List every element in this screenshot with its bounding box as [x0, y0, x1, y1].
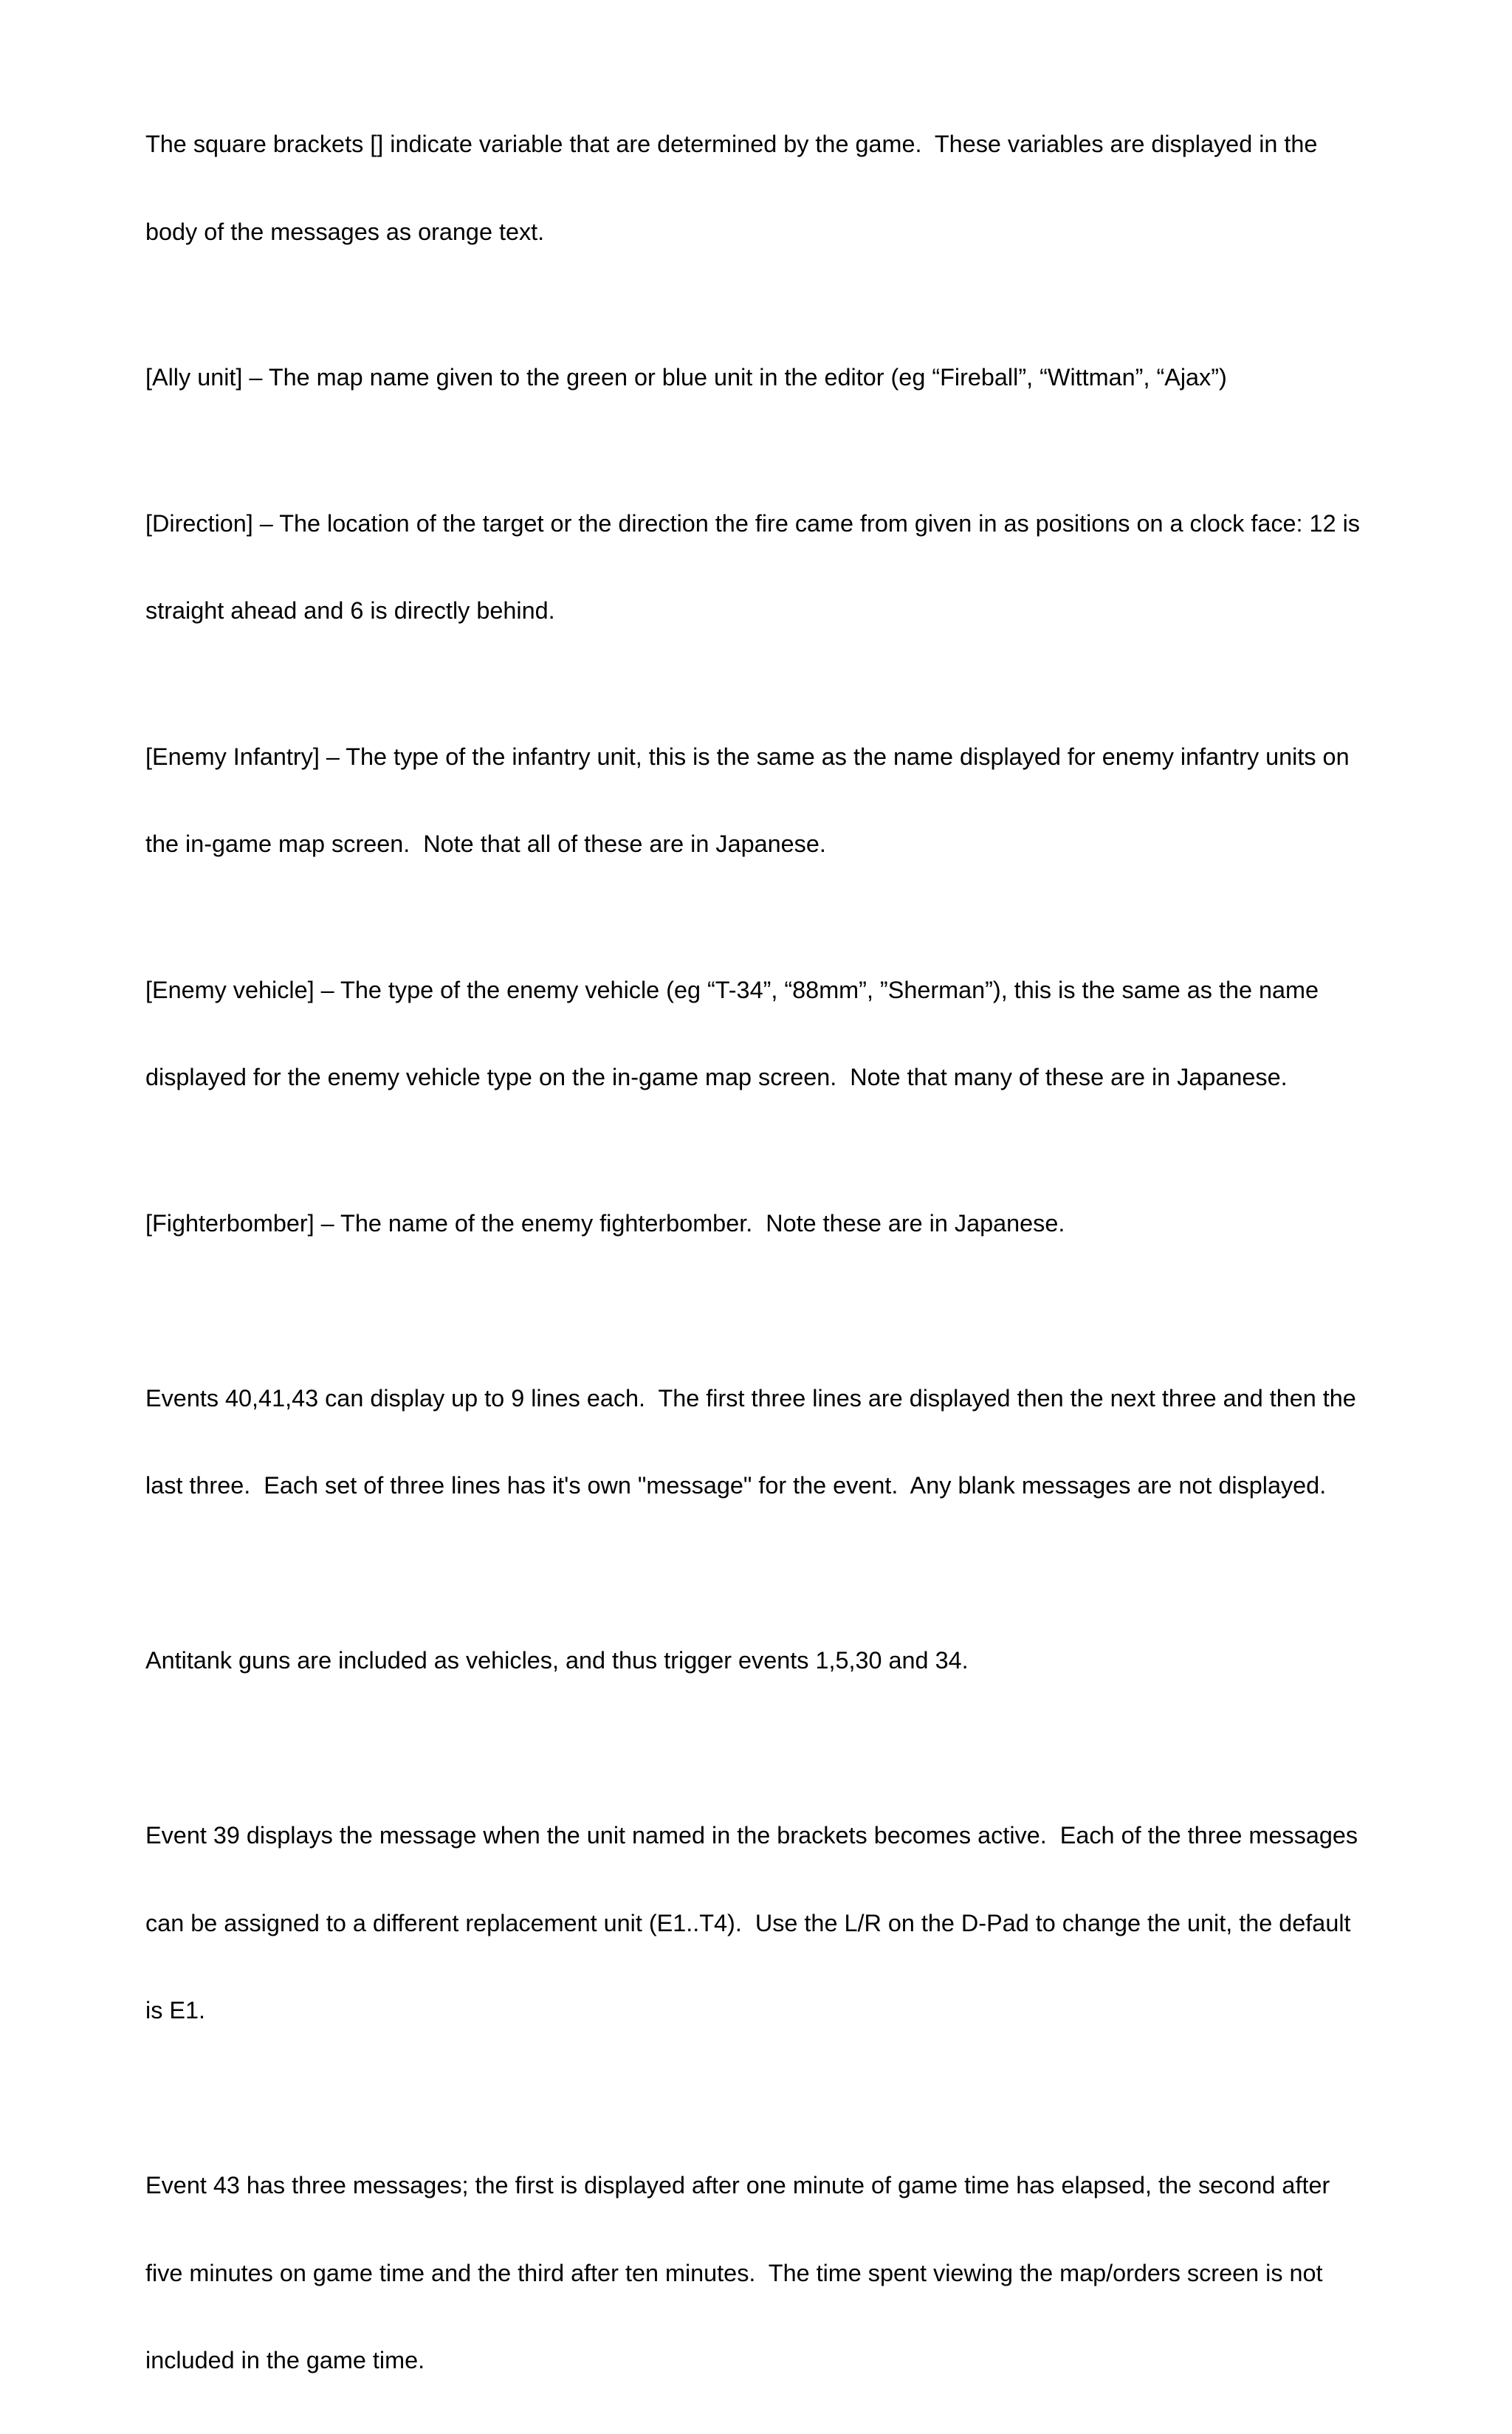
- document-page: [145, 72, 1460, 2434]
- variable-direction-line-1: [Direction] – The location of the target or the direction the fire came from given in as positions on a clock face: 12 is: [145, 509, 1360, 537]
- event39-line-2: can be assigned to a different replacement unit (E1..T4). Use the L/R on the D-Pad to change the unit, the default: [145, 1909, 1351, 1936]
- variable-ally-unit: [145, 305, 1460, 451]
- variable-enemy-vehicle-line-1: [Enemy vehicle] – The type of the enemy vehicle (eg “T-34”, “88mm”, ”Sherman”), this is the same as the name: [145, 976, 1319, 1003]
- variable-enemy-infantry: [145, 684, 1460, 918]
- variable-enemy-vehicle-line-2: displayed for the enemy vehicle type on the in-game map screen. Note that many of these are in Japanese.: [145, 1064, 1288, 1090]
- antitank-paragraph: [145, 1588, 1460, 1734]
- paragraph-gap: [145, 1734, 1460, 1764]
- events-lines-paragraph: [145, 1326, 1460, 1559]
- variable-enemy-vehicle: [145, 918, 1460, 1151]
- event43-paragraph: [145, 2113, 1460, 2434]
- paragraph-gap: [145, 2084, 1460, 2114]
- events-lines-line-1: Events 40,41,43 can display up to 9 lines each. The first three lines are displayed then the next three and then the: [145, 1384, 1356, 1412]
- paragraph-gap: [145, 1559, 1460, 1589]
- variable-fighterbomber: [145, 1151, 1460, 1297]
- variable-ally-unit-line-1: [Ally unit] – The map name given to the green or blue unit in the editor (eg “Fireball”, “Wittman”, “Ajax”): [145, 364, 1227, 391]
- intro-paragraph: [145, 72, 1460, 305]
- event39-paragraph: [145, 1763, 1460, 2084]
- variable-enemy-infantry-line-2: the in-game map screen. Note that all of these are in Japanese.: [145, 831, 826, 857]
- event39-line-1: Event 39 displays the message when the unit named in the brackets becomes active. Each of the three messages: [145, 1822, 1358, 1849]
- intro-line-1: The square brackets [] indicate variable that are determined by the game. These variables are displayed in the: [145, 131, 1318, 157]
- event39-line-3: is E1.: [145, 1997, 206, 2024]
- variable-enemy-infantry-line-1: [Enemy Infantry] – The type of the infantry unit, this is the same as the name displayed for enemy infantry units on: [145, 743, 1350, 770]
- events-lines-line-2: last three. Each set of three lines has it's own "message" for the event. Any blank messages are not displayed.: [145, 1472, 1327, 1499]
- variable-direction-line-2: straight ahead and 6 is directly behind.: [145, 597, 555, 624]
- variable-direction: [145, 451, 1460, 684]
- intro-line-2: body of the messages as orange text.: [145, 218, 545, 245]
- variable-fighterbomber-line-1: [Fighterbomber] – The name of the enemy fighterbomber. Note these are in Japanese.: [145, 1209, 1065, 1237]
- event43-line-3: included in the game time.: [145, 2347, 425, 2373]
- paragraph-gap: [145, 1296, 1460, 1326]
- event43-line-1: Event 43 has three messages; the first is displayed after one minute of game time has elapsed, the second after: [145, 2172, 1330, 2198]
- antitank-line-1: Antitank guns are included as vehicles, and thus trigger events 1,5,30 and 34.: [145, 1647, 969, 1674]
- event43-line-2: five minutes on game time and the third after ten minutes. The time spent viewing the map/orders screen is not: [145, 2259, 1323, 2286]
